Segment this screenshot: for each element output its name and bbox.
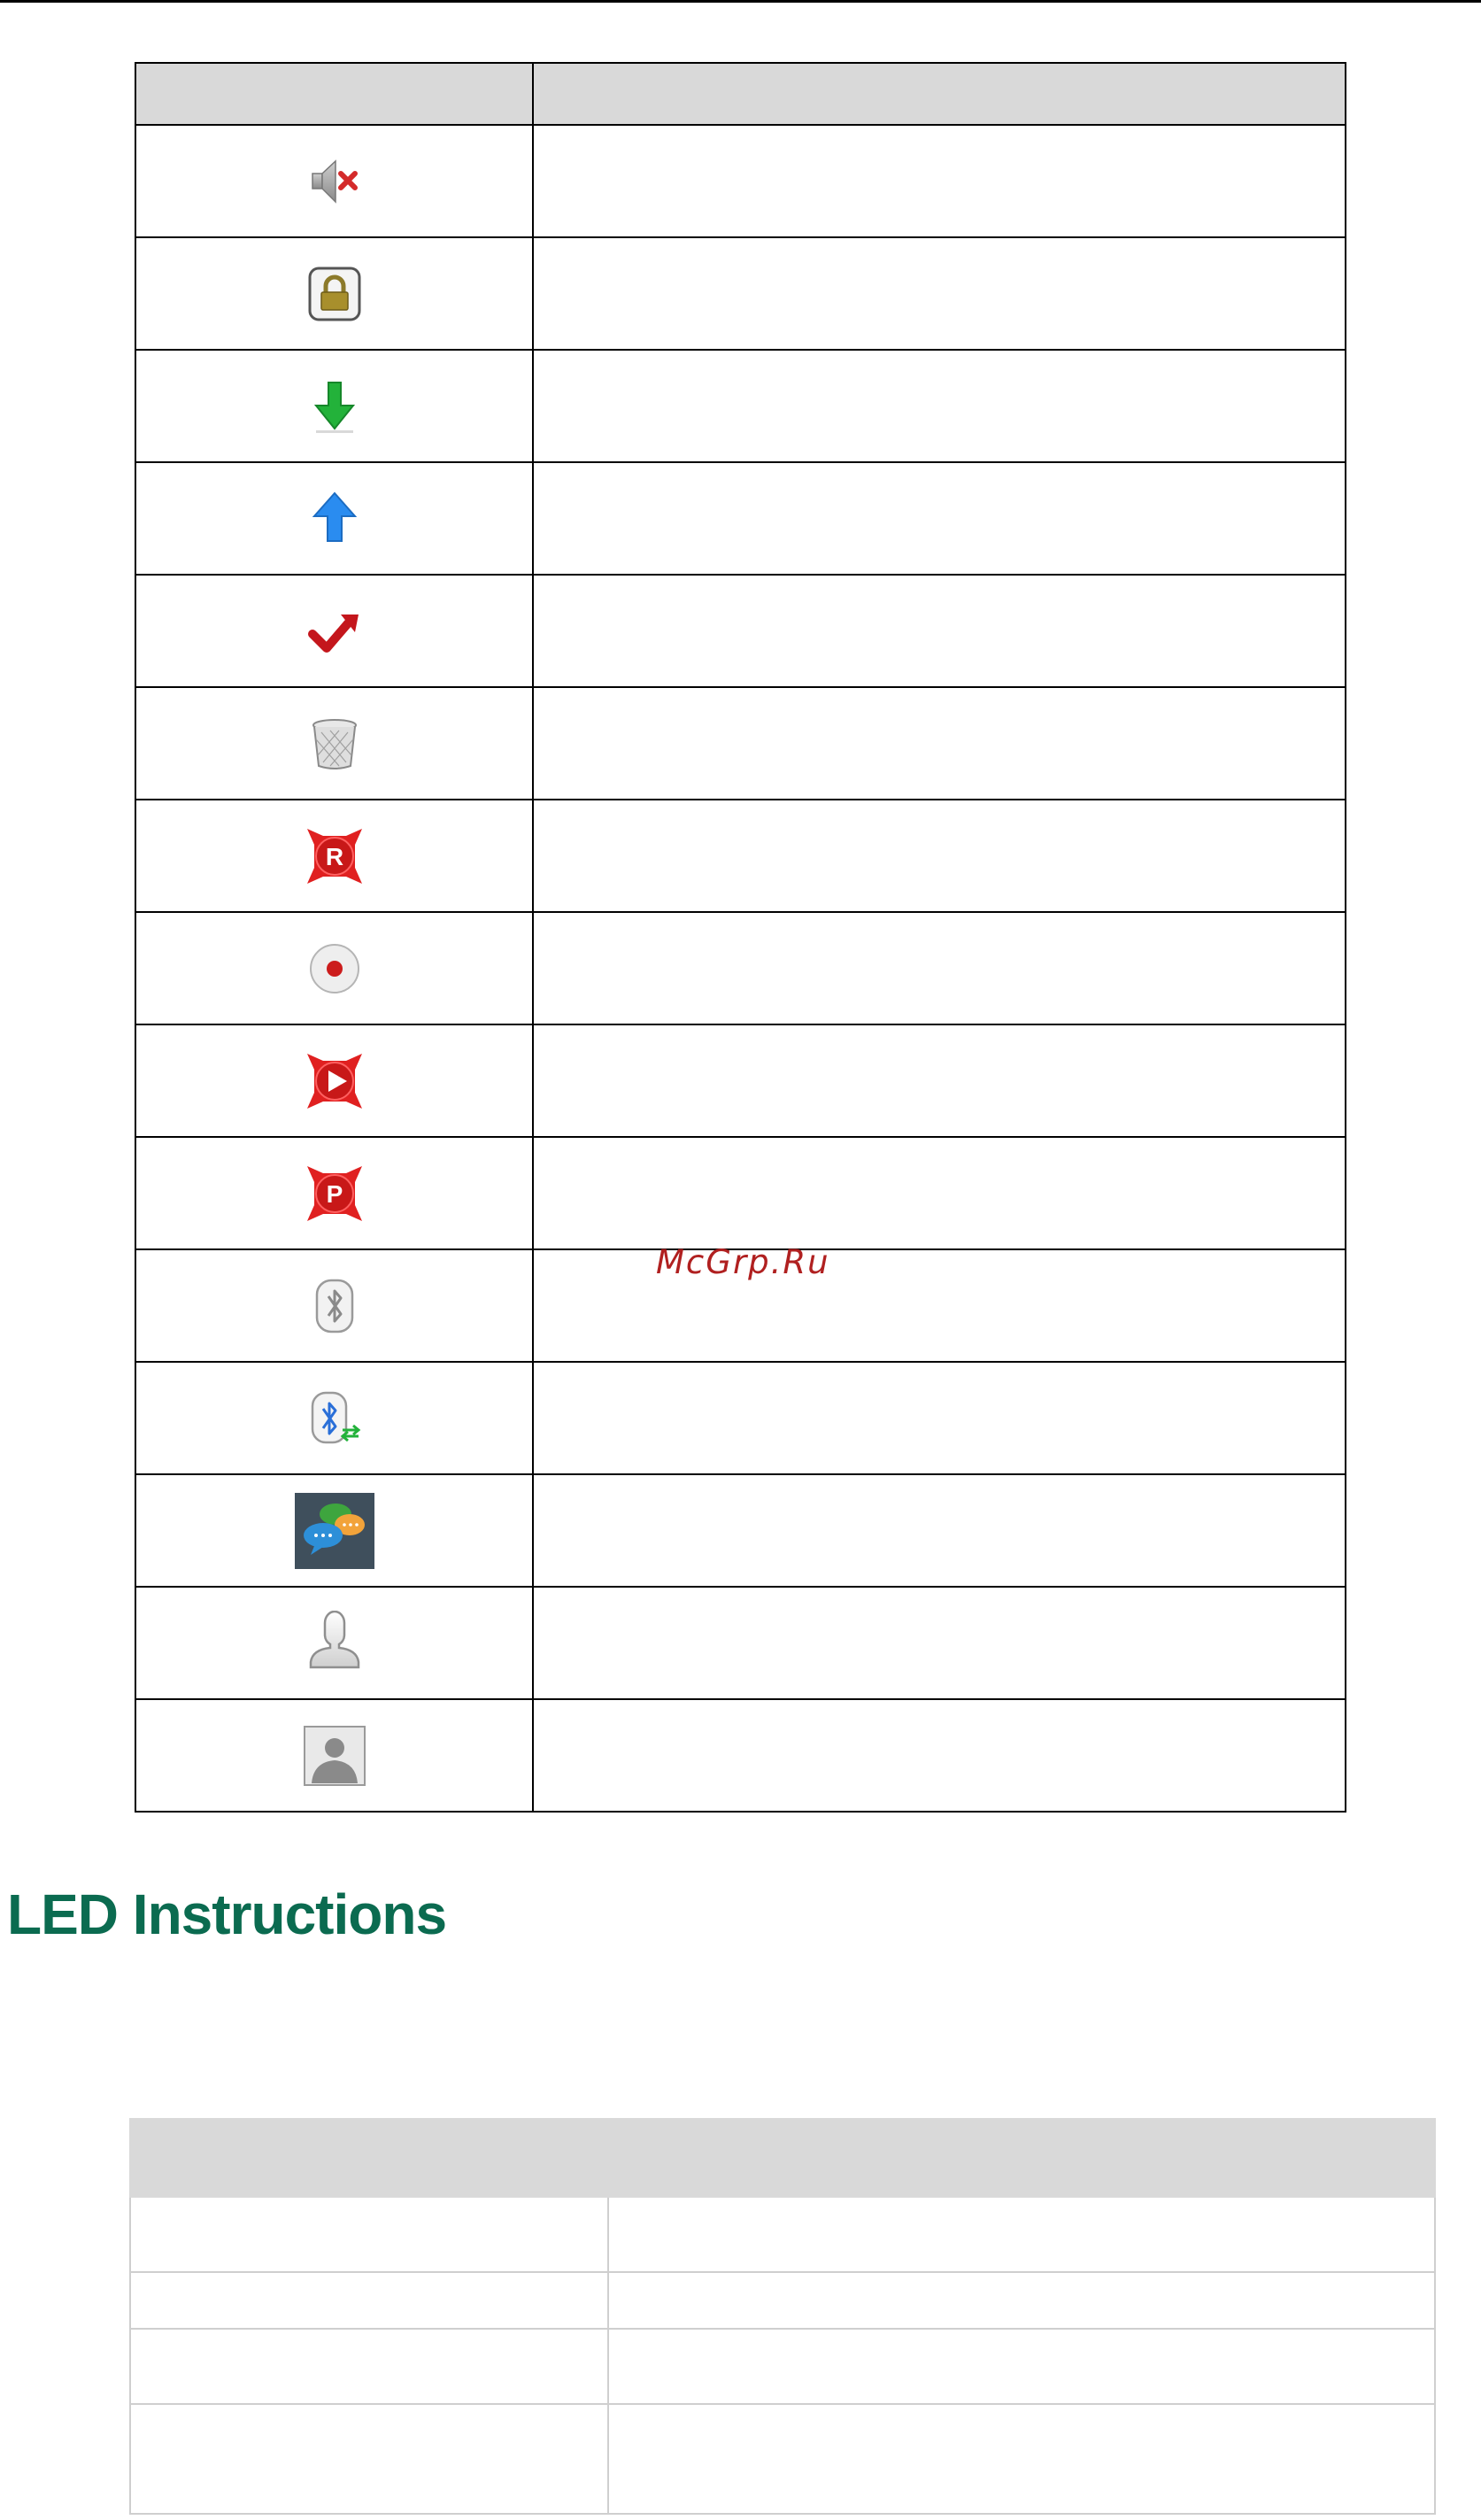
top-rule: [0, 0, 1481, 3]
icon-cell: [135, 1699, 533, 1812]
description-cell: [533, 800, 1346, 912]
description-cell: [533, 575, 1346, 687]
table-row: [130, 2404, 1435, 2514]
icon-cell: [135, 237, 533, 350]
table-row: [135, 912, 1346, 1024]
table-row: [135, 1024, 1346, 1137]
description-cell: [533, 125, 1346, 237]
icon-cell: [135, 462, 533, 575]
led-cell: [608, 2329, 1435, 2404]
description-cell: [533, 1024, 1346, 1137]
icon-cell: [135, 800, 533, 912]
led-cell: [130, 2404, 608, 2514]
description-cell: [533, 1249, 1346, 1362]
watermark: McGrp.Ru: [656, 1243, 830, 1281]
icon-cell: [135, 1362, 533, 1474]
icon-cell: [135, 125, 533, 237]
led-table-header-row: [130, 2119, 1435, 2197]
led-cell: [130, 2329, 608, 2404]
chat-bubbles-icon: [295, 1493, 374, 1569]
table-row: [135, 687, 1346, 800]
led-cell: [608, 2197, 1435, 2272]
icon-table-header-cell: [533, 63, 1346, 125]
icon-cell: [135, 1587, 533, 1699]
description-cell: [533, 687, 1346, 800]
icon-cell: [135, 1249, 533, 1362]
led-cell: [608, 2404, 1435, 2514]
download-arrow-icon: [304, 375, 366, 437]
led-table-header-cell: [130, 2119, 608, 2197]
contact-outline-icon: [302, 1611, 367, 1676]
contact-photo-icon: [303, 1725, 366, 1787]
lock-icon: [304, 263, 366, 325]
led-table-header-cell: [608, 2119, 1435, 2197]
record-r-icon: [304, 825, 366, 887]
table-row: [135, 575, 1346, 687]
icon-cell: [135, 1137, 533, 1249]
speaker-muted-icon: [304, 151, 366, 213]
bluetooth-icon: [304, 1275, 366, 1337]
icon-cell: [135, 575, 533, 687]
description-cell: [533, 912, 1346, 1024]
icon-table-header-cell: [135, 63, 533, 125]
table-row: [135, 1474, 1346, 1587]
description-cell: [533, 1362, 1346, 1474]
forward-check-icon: [304, 600, 366, 662]
trash-icon: [304, 713, 366, 775]
table-row: [130, 2329, 1435, 2404]
table-row: [135, 462, 1346, 575]
record-dot-icon: [304, 938, 366, 1000]
table-row: [135, 350, 1346, 462]
description-cell: [533, 462, 1346, 575]
icon-cell: [135, 687, 533, 800]
icon-cell: [135, 350, 533, 462]
icon-cell: [135, 1024, 533, 1137]
led-table: [129, 2118, 1436, 2515]
table-row: [135, 1362, 1346, 1474]
icon-cell: [135, 1474, 533, 1587]
description-cell: [533, 1474, 1346, 1587]
table-row: [130, 2272, 1435, 2329]
description-cell: [533, 1699, 1346, 1812]
table-row: [135, 1699, 1346, 1812]
table-row: [130, 2197, 1435, 2272]
play-icon: [304, 1050, 366, 1112]
led-cell: [130, 2197, 608, 2272]
table-row: [135, 237, 1346, 350]
led-cell: [130, 2272, 608, 2329]
description-cell: [533, 1587, 1346, 1699]
record-r-letter: R: [325, 842, 343, 870]
pause-p-icon: [304, 1163, 366, 1225]
pause-p-letter: P: [326, 1179, 343, 1208]
icon-table: [135, 62, 1346, 1813]
upload-arrow-icon: [304, 488, 366, 550]
icon-cell: [135, 912, 533, 1024]
section-heading: LED Instructions: [7, 1882, 447, 1946]
table-row: [135, 125, 1346, 237]
table-row: [135, 1587, 1346, 1699]
description-cell: [533, 350, 1346, 462]
icon-table-header-row: [135, 63, 1346, 125]
description-cell: [533, 237, 1346, 350]
table-row: [135, 800, 1346, 912]
description-cell: [533, 1137, 1346, 1249]
table-row: [135, 1137, 1346, 1249]
bluetooth-connected-icon: [304, 1388, 366, 1449]
led-cell: [608, 2272, 1435, 2329]
